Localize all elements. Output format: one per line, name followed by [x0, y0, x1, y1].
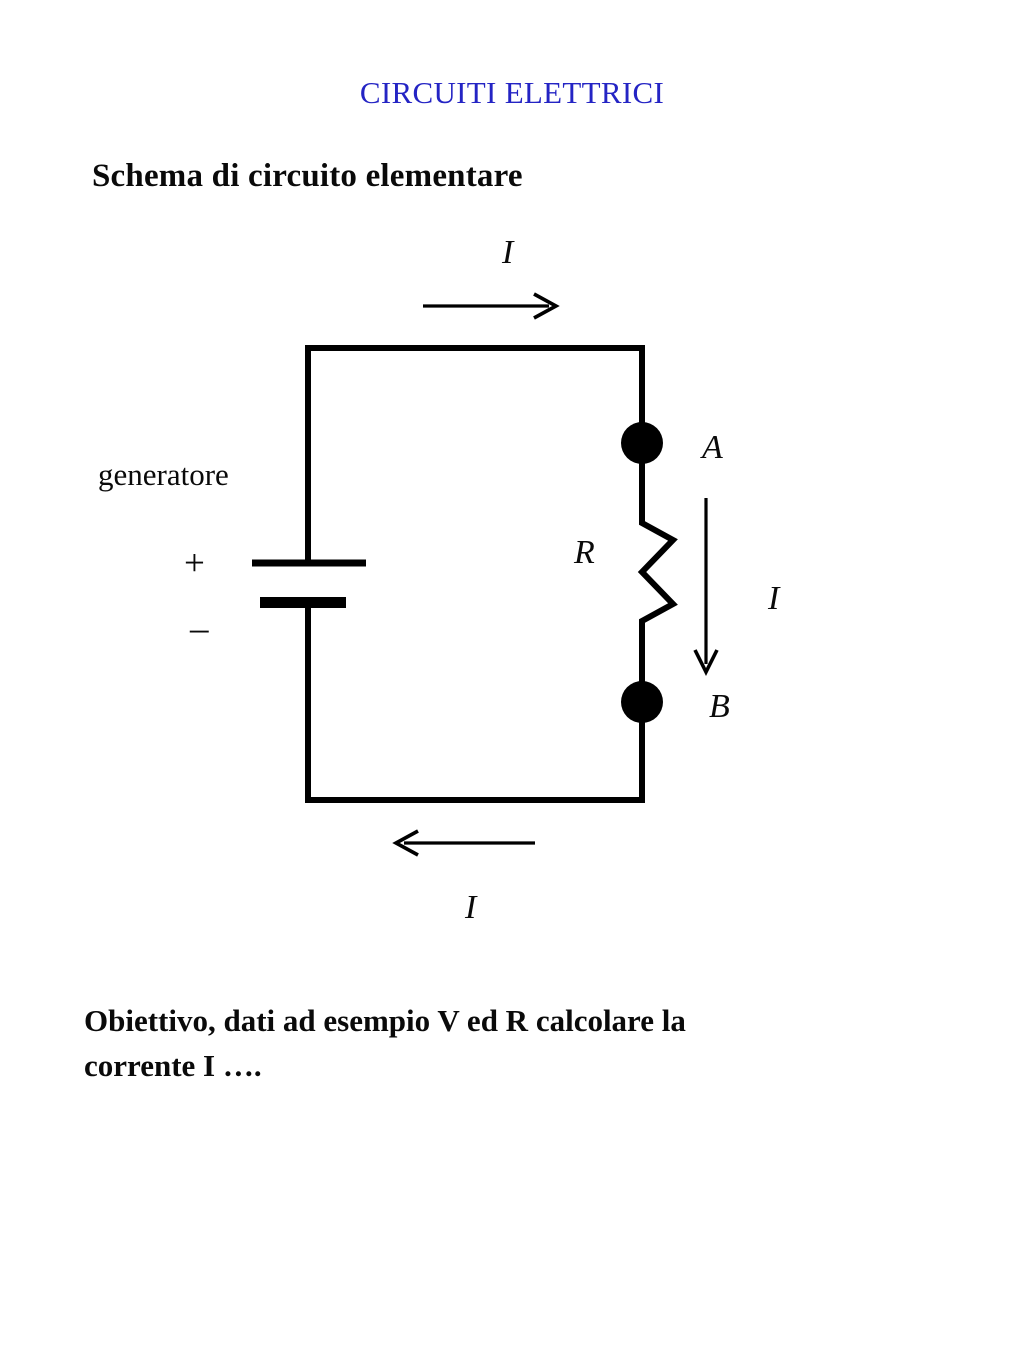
- generator-label: generatore: [98, 457, 229, 492]
- current-bottom-label: I: [465, 889, 477, 926]
- node-a-terminal: [621, 422, 663, 464]
- positive-terminal-label: +: [184, 543, 205, 584]
- current-top-label: I: [502, 234, 514, 271]
- current-arrow-right: [695, 498, 717, 672]
- current-arrow-bottom: [396, 831, 535, 855]
- page-title: CIRCUITI ELETTRICI: [359, 75, 665, 110]
- resistor-label: R: [574, 534, 595, 571]
- objective-line-2: corrente I ….: [84, 1048, 262, 1083]
- node-b-terminal: [621, 681, 663, 723]
- current-arrow-top: [423, 294, 556, 318]
- circuit-wire-loop: [308, 348, 642, 800]
- section-heading: Schema di circuito elementare: [92, 158, 523, 194]
- negative-terminal-label: –: [190, 608, 209, 649]
- node-a-label: A: [702, 429, 723, 466]
- objective-line-1: Obiettivo, dati ad esempio V ed R calcolare la: [84, 1003, 686, 1038]
- circuit-diagram: [0, 215, 1024, 955]
- current-right-label: I: [768, 580, 780, 617]
- resistor-symbol: [642, 508, 673, 638]
- generator-battery-symbol: [252, 563, 366, 608]
- node-b-label: B: [709, 688, 730, 725]
- battery-negative-plate: [260, 597, 346, 608]
- objective-text: [84, 998, 884, 1088]
